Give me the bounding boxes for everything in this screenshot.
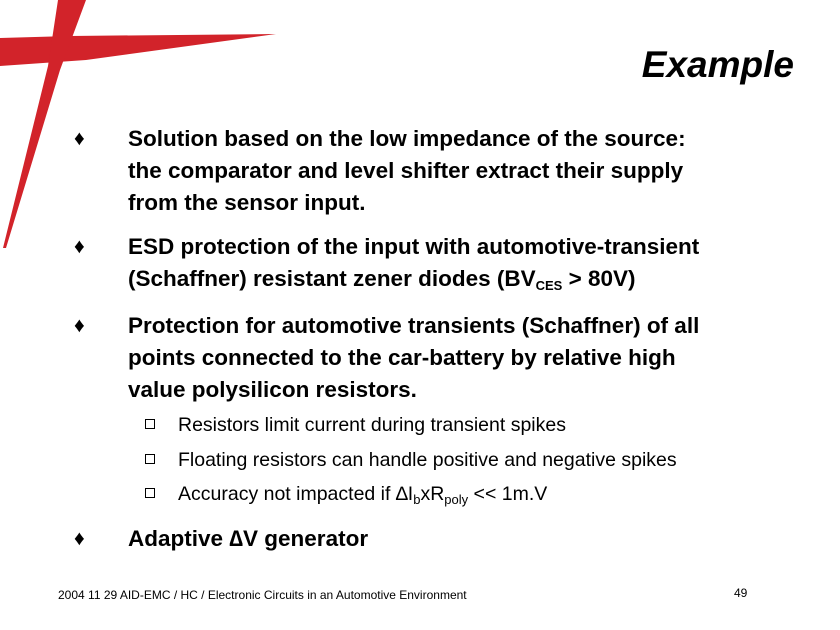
bullet-line: Protection for automotive transients (Schaffner) of all — [128, 313, 700, 338]
bullet-item — [74, 310, 814, 406]
diamond-bullet-icon: ♦ — [74, 235, 85, 258]
bullet-line: value polysilicon resistors. — [128, 377, 417, 402]
bullet-text — [128, 310, 818, 406]
footer-text: 2004 11 29 AID-EMC / HC / Electronic Circuits in an Automotive Environment — [58, 588, 467, 602]
sub-bullet-text: Accuracy not impacted if $\Delta I_bxR_{poly} << 1m.V$ — [178, 483, 548, 507]
bullet-line: Adaptive ∆V generator — [128, 526, 369, 551]
bullet-item — [74, 123, 814, 219]
bullet-line: Solution based on the low impedance of the source: — [128, 126, 686, 151]
square-bullet-icon — [145, 454, 155, 464]
bullet-line: ESD protection of the input with automotive-transient — [128, 234, 700, 259]
bullet-text — [128, 123, 818, 219]
sub-bullet-item — [142, 412, 822, 438]
square-bullet-icon — [145, 488, 155, 498]
bullet-item — [74, 523, 814, 555]
bullet-line: (Schaffner) resistant zener diodes $(BV_{CES} > 80V)$ — [128, 266, 636, 293]
square-bullet-icon — [145, 419, 155, 429]
bullet-line: points connected to the car-battery by relative high — [128, 345, 676, 370]
sub-bullet-item — [142, 447, 822, 473]
diamond-bullet-icon: ♦ — [74, 127, 85, 150]
bullet-line: from the sensor input. — [128, 190, 366, 215]
diamond-bullet-icon: ♦ — [74, 527, 85, 550]
page-number: 49 — [734, 586, 748, 600]
diamond-bullet-icon: ♦ — [74, 314, 85, 337]
sub-bullet-text: Floating resistors can handle positive and negative spikes — [178, 449, 677, 471]
slide-title: Example — [641, 44, 794, 85]
bullet-text — [128, 523, 818, 555]
sub-bullet-text: Resistors limit current during transient spikes — [178, 414, 566, 436]
bullet-item — [74, 231, 814, 295]
sub-bullet-item — [142, 481, 822, 507]
bullet-line: the comparator and level shifter extract their supply — [128, 158, 684, 183]
bullet-text — [128, 231, 818, 295]
